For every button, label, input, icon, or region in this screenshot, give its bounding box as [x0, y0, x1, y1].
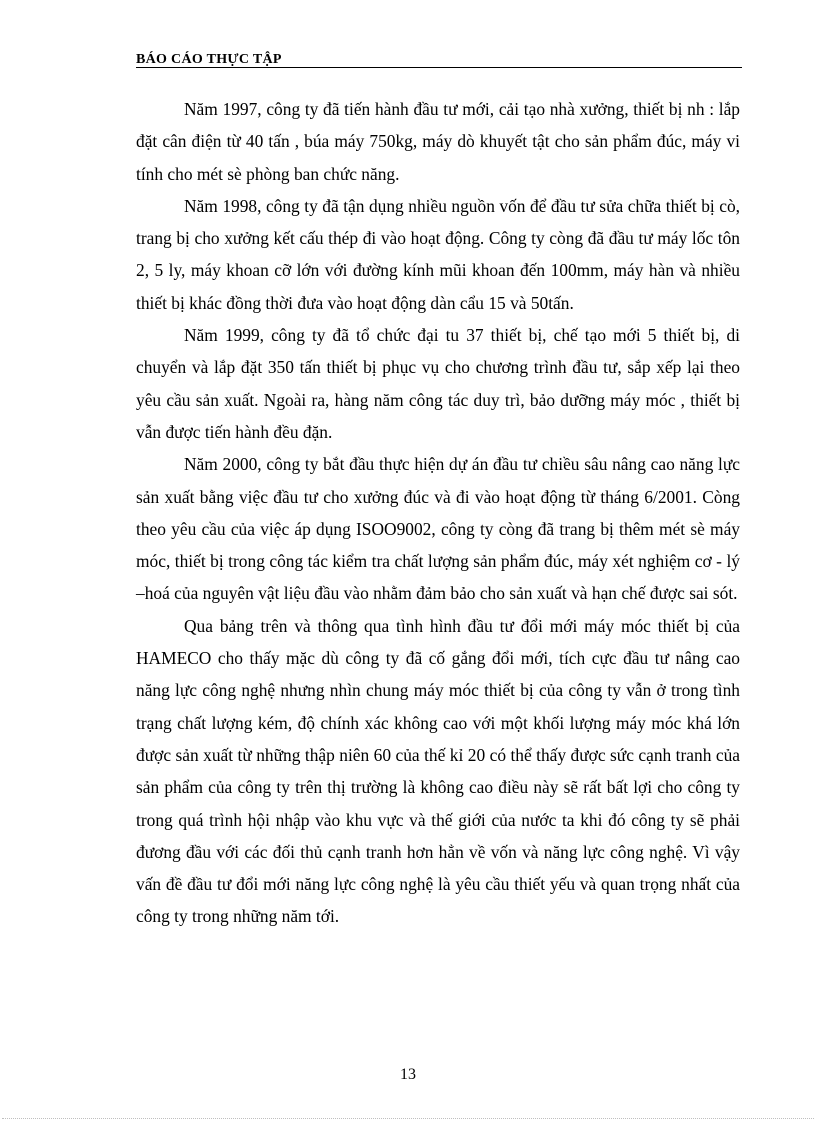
page-number: 13: [400, 1066, 416, 1083]
paragraph-1997: Năm 1997, công ty đã tiến hành đầu tư mới, cải tạo nhà xưởng, thiết bị nh : lắp đặt cân điện từ 40 tấn , búa máy 750kg, máy dò khuyết tật cho sản phẩm đúc, máy vi tính cho mét sè phòng ban chức năng.: [136, 99, 740, 184]
paragraph-1999: Năm 1999, công ty đã tổ chức đại tu 37 thiết bị, chế tạo mới 5 thiết bị, di chuyển và lắp đặt 350 tấn thiết bị phục vụ cho chương trình đầu tư, sắp xếp lại theo yêu cầu sản xuất. Ngoài ra, hàng năm công tác duy trì, bảo dưỡng máy móc , thiết bị vẫn được tiến hành đều đặn.: [136, 325, 740, 442]
paragraph-1998: Năm 1998, công ty đã tận dụng nhiều nguồn vốn để đầu tư sửa chữa thiết bị cò, trang bị cho xưởng kết cấu thép đi vào hoạt động. Công ty còng đã đầu tư máy lốc tôn 2, 5 ly, máy khoan cỡ lớn với đường kính mũi khoan đến 100mm, máy hàn và nhiều thiết bị khác đồng thời đưa vào hoạt động dàn cẩu 15 và 50tấn.: [136, 195, 740, 313]
page-header: [136, 50, 742, 68]
footer-divider: [2, 1118, 814, 1119]
header-title: BÁO CÁO THỰC TẬP: [136, 52, 282, 67]
document-body: [136, 93, 740, 933]
paragraph-2000: Năm 2000, công ty bắt đầu thực hiện dự án đầu tư chiều sâu nâng cao năng lực sản xuất bằng việc đầu tư cho xưởng đúc và đi vào hoạt động từ tháng 6/2001. Còng theo yêu cầu của việc áp dụng ISOO9002, công ty còng đã trang bị thêm mét sè máy móc, thiết bị trong công tác kiểm tra chất lượng sản phẩm đúc, máy xét nghiệm cơ - lý –hoá của nguyên vật liệu đầu vào nhằm đảm bảo cho sản xuất và hạn chế được sai sót.: [136, 454, 740, 604]
paragraph-conclusion: Qua bảng trên và thông qua tình hình đầu tư đổi mới máy móc thiết bị của HAMECO cho thấy mặc dù công ty đã cố gắng đổi mới, tích cực đầu tư nâng cao năng lực công nghệ nhưng nhìn chung máy móc thiết bị của công ty vẫn ở trong tình trạng chất lượng kém, độ chính xác không cao với một khối lượng máy móc khá lớn được sản xuất từ những thập niên 60 của thế kỉ 20 có thể thấy được sức cạnh tranh của sản phẩm của công ty trên thị trường là không cao điều này sẽ rất bất lợi cho công ty trong quá trình hội nhập vào khu vực và thế giới của nước ta khi đó công ty sẽ phải đương đầu với các đối thủ cạnh tranh hơn hẳn về vốn và năng lực công nghệ. Vì vậy vấn đề đầu tư đổi mới năng lực công nghệ là yêu cầu thiết yếu và quan trọng nhất của công ty trong những năm tới.: [136, 615, 740, 927]
